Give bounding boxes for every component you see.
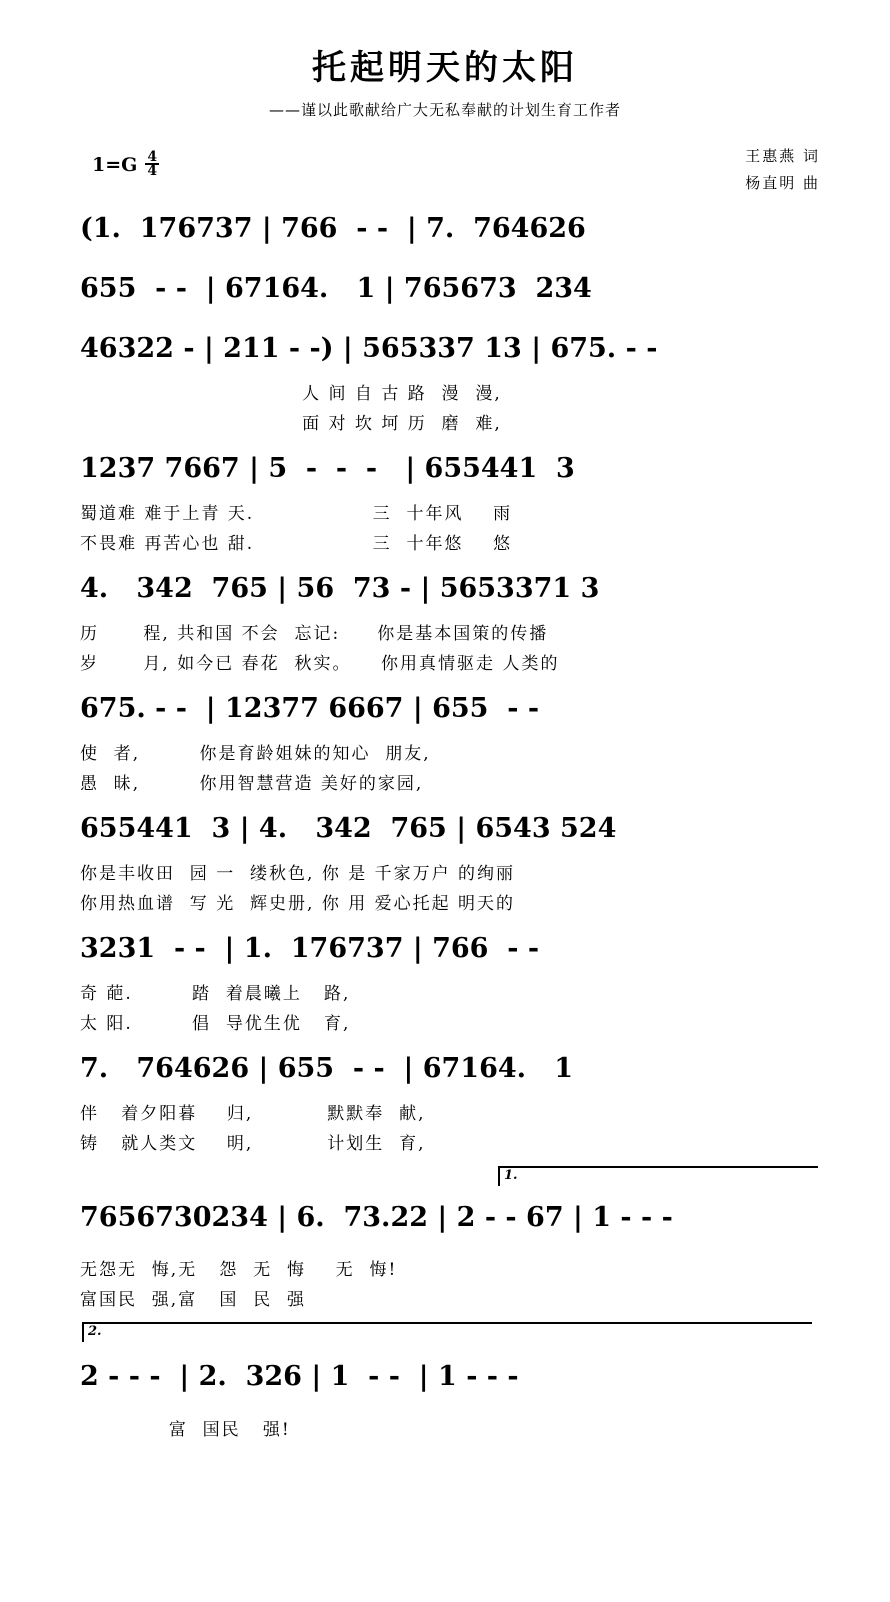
note-row: 7656730234 | 6. 73.22 | 2 - - 67 | 1 - - -: [80, 1201, 673, 1233]
time-denominator: 4: [147, 163, 158, 179]
note-row: 655 - - | 67164. 1 | 765673 234: [80, 272, 592, 304]
lyric-line-1: 使 者, 你是育龄姐妹的知心 朋友,: [80, 743, 431, 764]
music-system: [0, 1040, 890, 1156]
note-row: 3231 - - | 1. 176737 | 766 - -: [80, 932, 540, 964]
music-system: [0, 560, 890, 676]
lyric-line-2: 不畏难 再苦心也 甜. 三 十年悠 悠: [80, 533, 513, 554]
lyric-line-2: 面 对 坎 坷 历 磨 难,: [80, 413, 502, 434]
lyric-line-1: 蜀道难 难于上青 天. 三 十年风 雨: [80, 503, 513, 524]
lyric-line-1: 人 间 自 古 路 漫 漫,: [80, 383, 502, 404]
music-system: [0, 260, 890, 316]
page-subtitle: ——谨以此歌献给广大无私奉献的计划生育工作者: [268, 101, 621, 119]
note-row: 1237 7667 | 5 - - - | 655441 3: [80, 452, 575, 484]
lyric-line-1: 你是丰收田 园 一 缕秋色, 你 是 千家万户 的绚丽: [80, 863, 516, 884]
lyricist: 王惠燕 词: [745, 147, 820, 165]
time-numerator: 4: [147, 149, 158, 165]
music-system: [0, 800, 890, 916]
page-title: 托起明天的太阳: [312, 48, 578, 88]
note-row: 46322 - | 211 - -) | 565337 13 | 675. - -: [80, 332, 658, 364]
music-system: [0, 320, 890, 436]
lyric-line-2: 太 阳. 倡 导优生优 育,: [80, 1013, 351, 1034]
music-system: [0, 1160, 890, 1312]
lyric-line-1: 无怨无 悔,无 怨 无 悔 无 悔!: [80, 1259, 398, 1280]
music-system: [0, 1316, 890, 1442]
note-row: (1. 176737 | 766 - - | 7. 764626: [80, 212, 586, 244]
volta-label-2: 2.: [88, 1324, 102, 1339]
volta-label-1: 1.: [504, 1168, 518, 1183]
lyric-line-1: 伴 着夕阳暮 归, 默默奉 献,: [80, 1103, 426, 1124]
music-system: [0, 440, 890, 556]
note-row: 7. 764626 | 655 - - | 67164. 1: [80, 1052, 574, 1084]
note-row: 675. - - | 12377 6667 | 655 - -: [80, 692, 540, 724]
lyric-line-2: 铸 就人类文 明, 计划生 育,: [80, 1133, 426, 1154]
lyric-line-1: 奇 葩. 踏 着晨曦上 路,: [80, 983, 351, 1004]
music-system: [0, 200, 890, 256]
key-label: 1=G: [92, 154, 138, 176]
key-signature: [92, 149, 159, 179]
music-system: [0, 920, 890, 1036]
note-row: 4. 342 765 | 56 73 - | 5653371 3: [80, 572, 600, 604]
music-system: [0, 680, 890, 796]
credits: [745, 143, 820, 197]
lyric-line-2: 你用热血谱 写 光 辉史册, 你 用 爱心托起 明天的: [80, 893, 516, 914]
lyric-line-2: 富国民 强,富 国 民 强: [80, 1289, 307, 1310]
time-signature: [145, 151, 159, 177]
lyric-line-2: 愚 昧, 你用智慧营造 美好的家园,: [80, 773, 424, 794]
composer: 杨直明 曲: [745, 174, 820, 192]
lyric-line-2: 岁 月, 如今已 春花 秋实。 你用真情驱走 人类的: [80, 653, 560, 674]
music-systems: [0, 200, 890, 1446]
note-row: 655441 3 | 4. 342 765 | 6543 524: [80, 812, 617, 844]
note-row: 2 - - - | 2. 326 | 1 - - | 1 - - -: [80, 1360, 519, 1392]
lyric-line-1: 富 国民 强!: [80, 1419, 291, 1440]
lyric-line-1: 历 程, 共和国 不会 忘记: 你是基本国策的传播: [80, 623, 549, 644]
